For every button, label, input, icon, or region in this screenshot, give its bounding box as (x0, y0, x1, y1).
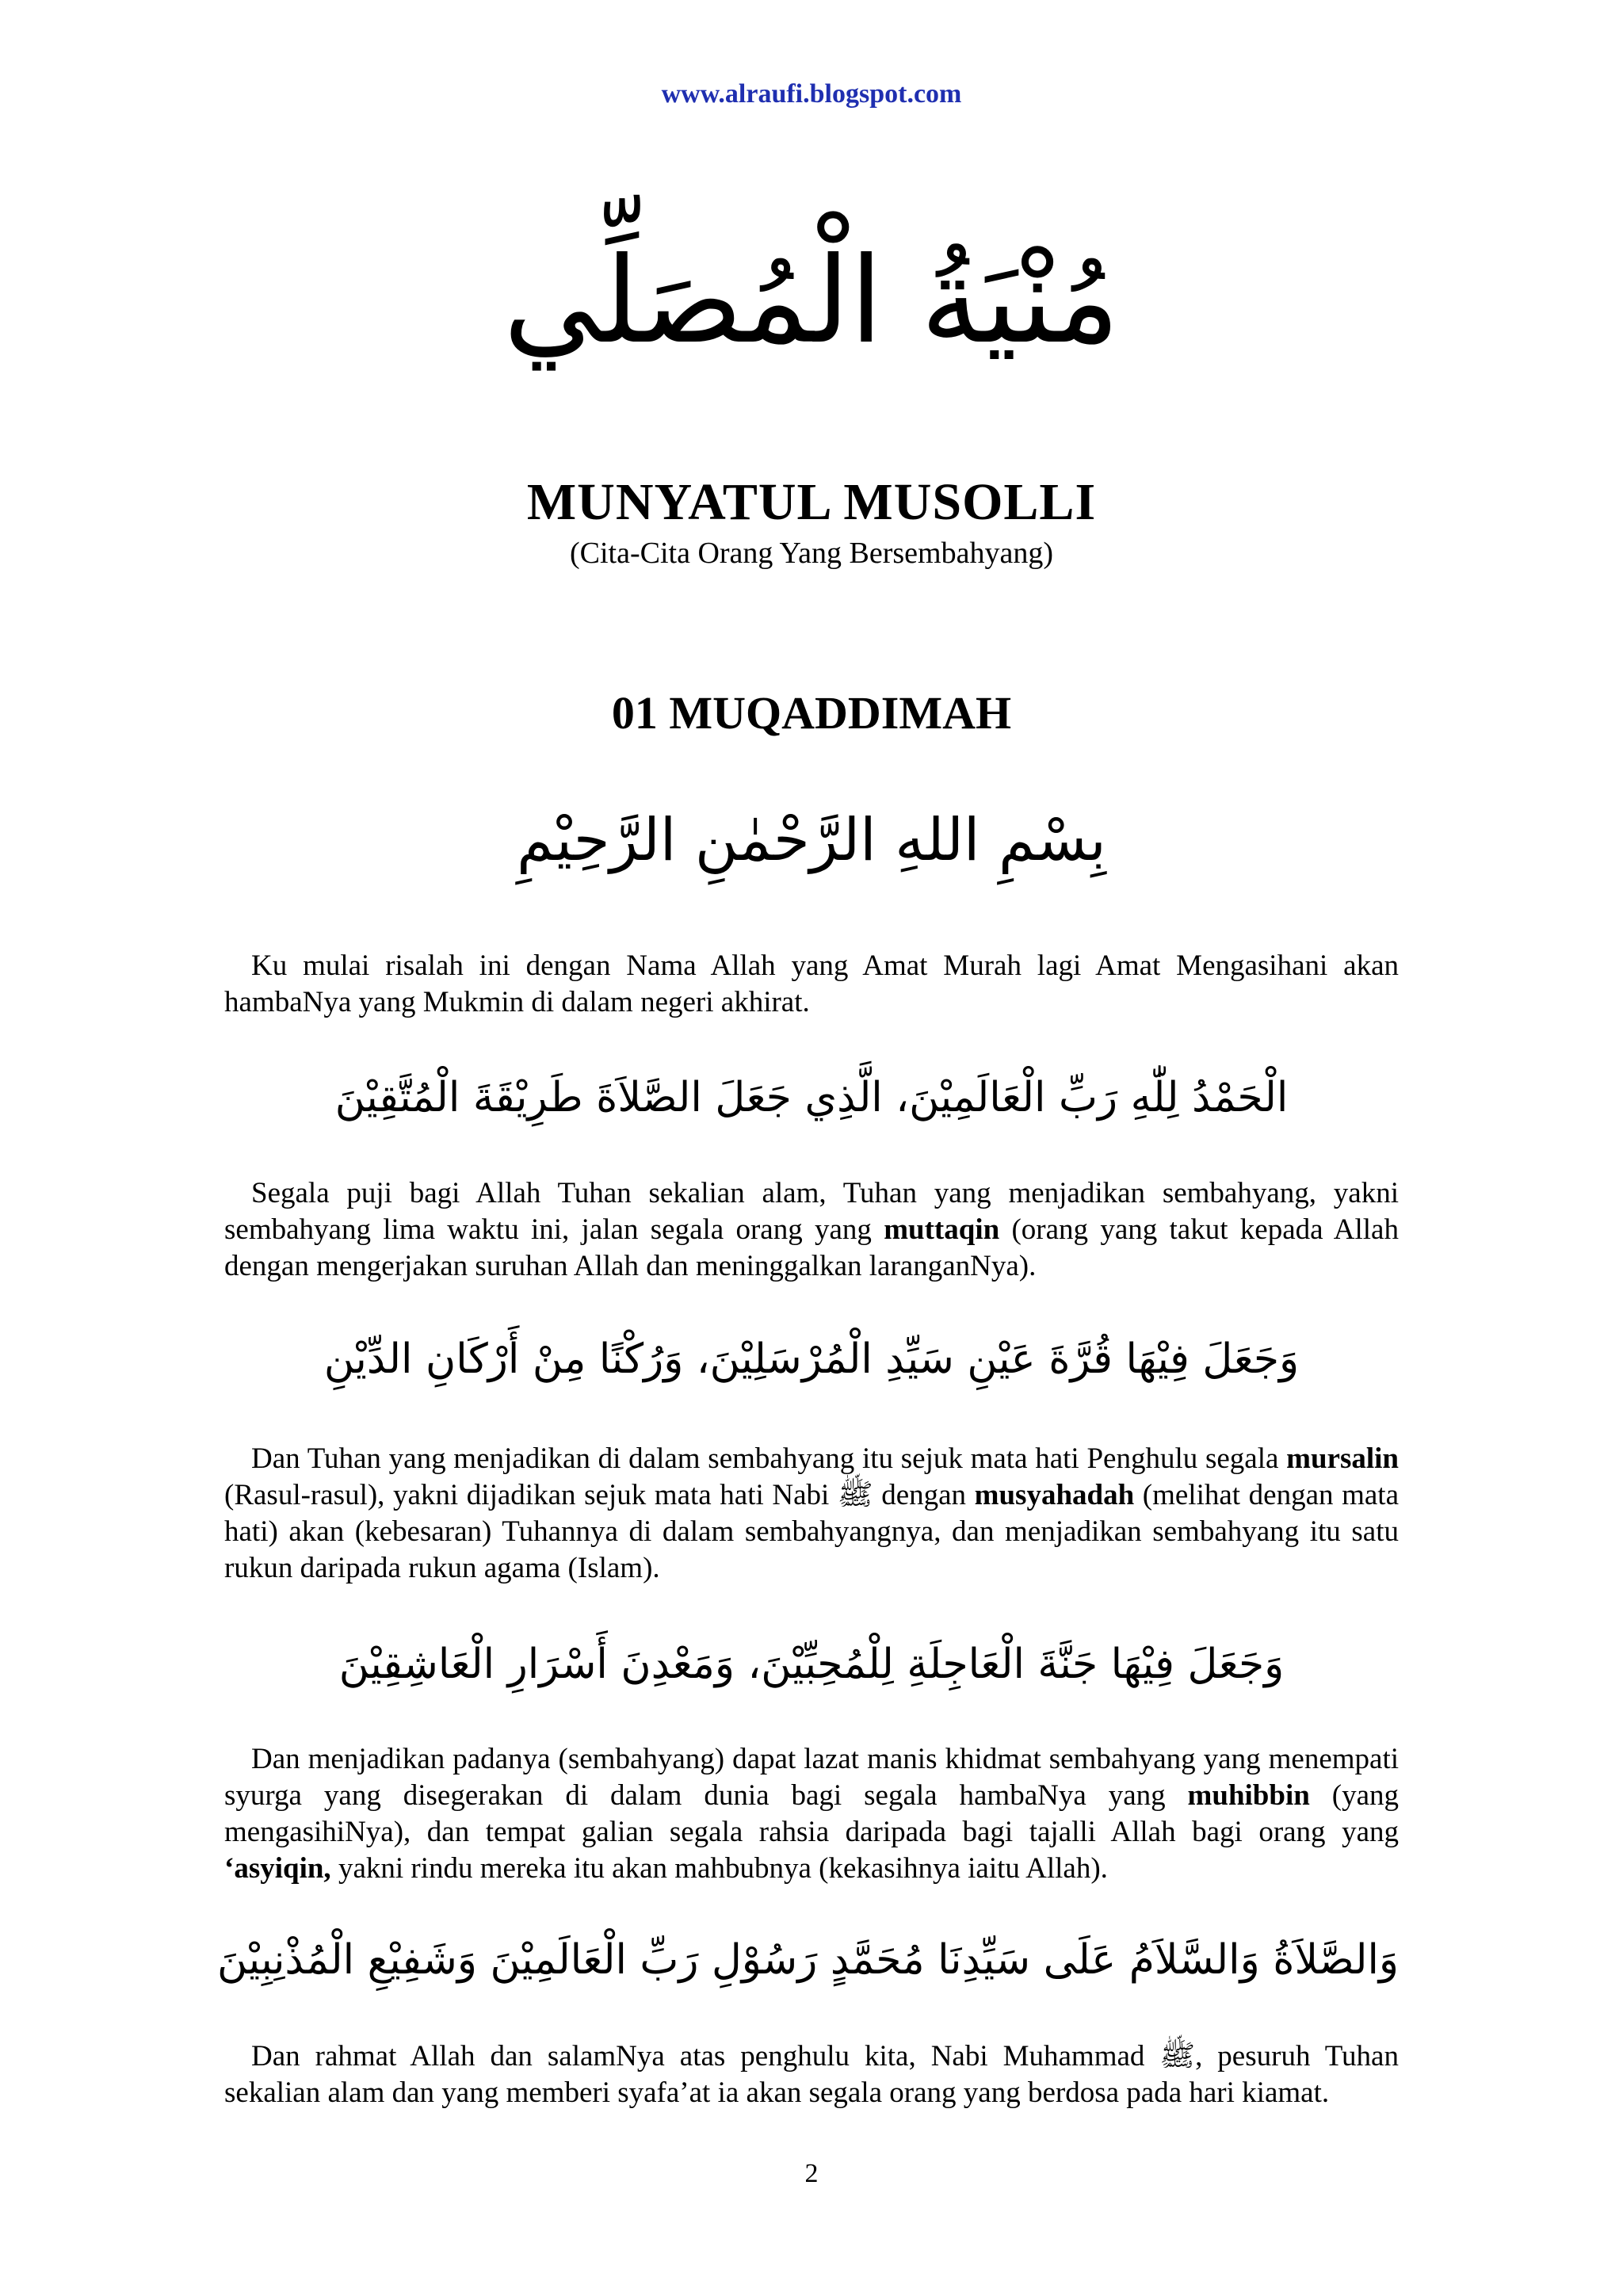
term-asyiqin: ‘asyiqin, (224, 1852, 331, 1885)
section-heading: 01 MUQADDIMAH (611, 687, 1012, 739)
page-number: 2 (804, 2159, 819, 2188)
arabic-title: مُنْيَةُ الْمُصَلِّي (503, 232, 1120, 370)
term-musyahadah: musyahadah (974, 1479, 1135, 1511)
paragraph-3-text-e: (melihat dengan mata hati) akan (kebesaran) Tuhannya di dalam sembahyangnya, dan menjadikan sembahyang itu satu rukun daripada rukun agama (Islam). (224, 1479, 1399, 1584)
page-title: MUNYATUL MUSOLLI (526, 473, 1097, 531)
paragraph-4-text-e: yakni rindu mereka itu akan mahbubnya (kekasihnya iaitu Allah). (330, 1852, 1108, 1885)
paragraph-4-text-a: Dan menjadikan padanya (sembahyang) dapat lazat manis khidmat sembahyang yang menempati syurga yang disegerakan di dalam dunia bagi segala hambaNya yang (224, 1743, 1399, 1812)
paragraph-2 (224, 1175, 1399, 1285)
term-muhibbin: muhibbin (1187, 1779, 1310, 1812)
basmala-calligraphy: بِسْمِ اللهِ الرَّحْمٰنِ الرَّحِيْمِ (517, 806, 1106, 874)
paragraph-2-text-a: Segala puji bagi Allah Tuhan sekalian alam, Tuhan yang menjadikan sembahyang, yakni sembahyang lima waktu ini, jalan segala orang yang (224, 1177, 1399, 1246)
header-url: www.alraufi.blogspot.com (661, 79, 962, 109)
arabic-verse-4: وَالصَّلاَةُ وَالسَّلاَمُ عَلَى سَيِّدِنَا مُحَمَّدٍ رَسُوْلِ رَبِّ الْعَالَمِيْنَ وَشَفِيْعِ الْمُذْنِبِيْنَ (216, 1936, 1399, 1984)
paragraph-4 (224, 1741, 1399, 1887)
paragraph-3-text-a: Dan Tuhan yang menjadikan di dalam sembahyang itu sejuk mata hati Penghulu segala (251, 1442, 1287, 1475)
paragraph-5: Dan rahmat Allah dan salamNya atas penghulu kita, Nabi Muhammad ﷺ, pesuruh Tuhan sekalian alam dan yang memberi syafa’at ia akan segala orang yang berdosa pada hari kiamat. (224, 2040, 1399, 2109)
paragraph-3 (224, 1441, 1399, 1587)
paragraph-4-text-c: (yang mengasihiNya), dan tempat galian segala rahsia daripada bagi tajalli Allah bagi orang yang (224, 1779, 1399, 1848)
arabic-verse-2: وَجَعَلَ فِيْهَا قُرَّةَ عَيْنِ سَيِّدِ الْمُرْسَلِيْنَ، وَرُكْنًا مِنْ أَرْكَانِ الدِّيْنِ (323, 1335, 1300, 1383)
paragraph-1: Ku mulai risalah ini dengan Nama Allah yang Amat Murah lagi Amat Mengasihani akan hambaNya yang Mukmin di dalam negeri akhirat. (224, 949, 1399, 1018)
page-subtitle: (Cita-Cita Orang Yang Bersembahyang) (570, 537, 1053, 570)
paragraph-2-text-c: (orang yang takut kepada Allah dengan mengerjakan suruhan Allah dan meninggalkan laranganNya). (224, 1213, 1399, 1282)
term-mursalin: mursalin (1286, 1442, 1399, 1475)
paragraph-3-text-c: (Rasul-rasul), yakni dijadikan sejuk mata hati Nabi ﷺ dengan (224, 1479, 975, 1511)
term-muttaqin: muttaqin (884, 1213, 1000, 1246)
arabic-verse-3: وَجَعَلَ فِيْهَا جَنَّةَ الْعَاجِلَةِ لِلْمُحِبِّيْنَ، وَمَعْدِنَ أَسْرَارِ الْعَاشِقِيْنَ (338, 1641, 1285, 1688)
arabic-verse-1: الْحَمْدُ لِلّٰهِ رَبِّ الْعَالَمِيْنَ، الَّذِي جَعَلَ الصَّلاَةَ طَرِيْقَةَ الْمُتَّقِيْنَ (334, 1074, 1289, 1121)
